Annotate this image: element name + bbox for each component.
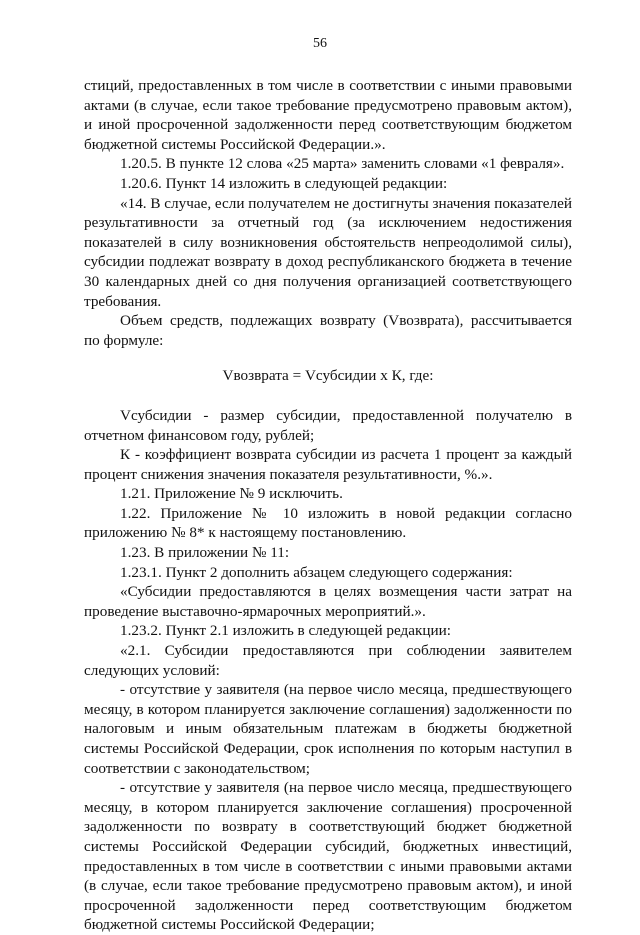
page-number: 56 [313,36,327,51]
paragraph: 1.22. Приложение № 10 изложить в новой редакции согласно приложению № 8* к настоящему постановлению. [84,504,572,542]
paragraph: 1.23. В приложении № 11: [120,544,290,562]
paragraph: 1.21. Приложение № 9 исключить. [120,485,343,503]
paragraph: 1.23.1. Пункт 2 дополнить абзацем следующего содержания: [120,563,513,581]
paragraph: - отсутствие у заявителя (на первое число месяца, предшествующего месяцу, в котором планируется заключение соглашения) задолженности по налоговым и иным обязательным платежам в бюджеты бюджетной системы Российской Федерации, срок исполнения по которым наступил в соответствии с законодательством; [84,681,572,777]
paragraph: 1.23.2. Пункт 2.1 изложить в следующей редакции: [120,622,451,640]
paragraph: - отсутствие у заявителя (на первое число месяца, предшествующего месяцу, в котором планируется заключение соглашения) просроченной задолженности по возврату в соответствующий бюджет бюджетной системы Российской Федерации субсидий, бюджетных инвестиций, предоставленных в том числе в соответствии с иными правовыми актами (в случае, если такое требование предусмотрено правовым актом), и иной просроченной задолженности перед соответствующим бюджетом бюджетной системы Российской Федерации; [84,779,572,934]
paragraph: 1.20.6. Пункт 14 изложить в следующей редакции: [120,174,448,192]
paragraph: стиций, предоставленных в том числе в соответствии с иными правовыми актами (в случае, если такое требование предусмотрено правовым актом), и иной просроченной задолженности перед соответствующим бюджетом бюджетной системы Российской Федерации.». [84,77,572,153]
paragraph: «2.1. Субсидии предоставляются при соблюдении заявителем следующих условий: [84,642,572,679]
paragraph: «Субсидии предоставляются в целях возмещения части затрат на проведение выставочно-ярмарочных мероприятий.». [84,583,572,620]
formula: Vвозврата = Vсубсидии х К, где: [222,367,434,385]
document-body [84,76,572,935]
paragraph: К - коэффициент возврата субсидии из расчета 1 процент за каждый процент снижения значения показателя результативности, %.». [84,446,572,483]
paragraph: Объем средств, подлежащих возврату (Vвозврата), рассчитывается по формуле: [84,312,572,349]
paragraph: 1.20.5. В пункте 12 слова «25 марта» заменить словами «1 февраля». [120,155,565,173]
paragraph: «14. В случае, если получателем не достигнуты значения показателей результативности за отчетный год (за исключением недостижения показателей в силу возникновения обстоятельств непреодолимой силы), субсидии подлежат возврату в доход республиканского бюджета в течение 30 календарных дней со дня получения организацией соответствующего требования. [84,194,572,310]
paragraph: Vсубсидии - размер субсидии, предоставленной получателю в отчетном финансовом году, рублей; [84,406,572,444]
